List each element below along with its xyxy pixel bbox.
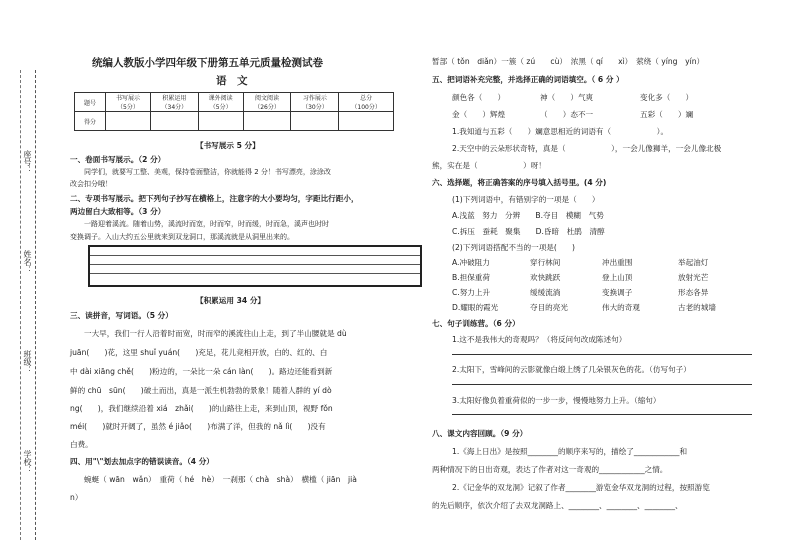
sentence-task: 2.太阳下，雪峰间的云影就像白缎上绣了几朵银灰色的花。（仿写句子） [452, 365, 691, 374]
section-accumulation-header: 【积累运用 34 分】 [196, 296, 266, 305]
passage-line: 鲜的 chū sūn( )破土而出，真是一派生机勃勃的景象！随着人群的 yí dò [70, 386, 332, 395]
passage-line: méi( )就时开阔了，虽然 é jiǎo( )布满了洋，但我的 nǎ lì( )没有 [70, 422, 326, 431]
choice-question: (1)下列词语中，有错别字的一项是（ ） [452, 195, 600, 204]
option-cell: 伟大的奇观 [602, 303, 640, 312]
review-line: 1.《海上日出》是按照________的顺序来写的，描绘了____________和 [452, 447, 688, 456]
score-input-cell[interactable] [198, 112, 243, 131]
review-line: 两种情况下的日出奇观，表达了作者对这一奇观的____________之情。 [432, 465, 668, 474]
question-2-title: 二、专项书写展示。把下列句子抄写在横格上，注意字的大小要均匀，字距比行距小， [70, 194, 359, 203]
table-cell: 书写展示 （5分） [106, 93, 151, 112]
option-cell: 欢快跳跃 [530, 273, 561, 282]
option-cell: 穿行林间 [530, 258, 561, 267]
score-table [74, 92, 394, 131]
question-3-title: 三、读拼音，写词语。（5 分） [70, 311, 173, 320]
fill-word: （ ）态不一 [540, 110, 594, 119]
fill-word: 颜色各（ ） [452, 93, 506, 102]
option-cell: 冲出重围 [602, 258, 633, 267]
option-cell: 形态各异 [678, 288, 709, 297]
option-cell: B.担保重荷 [452, 273, 490, 282]
score-table-score-row [75, 112, 394, 131]
fill-sentence: 熊，实在是（ ）呀！ [432, 161, 546, 170]
fill-word: 金（ ）辉煌 [452, 110, 506, 119]
passage-line: 一大早，我们一行人沿着时而宽，时而窄的溪流往山上走，到了半山腰就是 dù [84, 329, 347, 338]
name-label: 姓名： [23, 250, 32, 274]
answer-line[interactable] [452, 354, 752, 355]
table-cell: 得分 [75, 112, 106, 131]
choice-options: A.浅蓝 努力 分辨 B.夺目 模糊 气势 [452, 211, 604, 220]
passage-line: 白费。 [70, 440, 93, 449]
passage-line: 中 dài xiāng chě( )粉边的，一朵比一朵 cán làn( )。路边还能看到新 [70, 367, 333, 376]
sentence-task: 1.这不是我伟大的奇观吗？（将反问句改成陈述句） [452, 335, 627, 344]
writing-line [90, 264, 420, 265]
option-cell: A.冲破阻力 [452, 258, 490, 267]
passage-line: juān( )花，这里 shuǐ yuán( )充足，花儿竞相开放，白的、红的、白 [70, 348, 328, 357]
margin-divider [20, 70, 21, 540]
pinyin-choices: n） [70, 493, 83, 502]
review-line: 2.《记金华的双龙洞》记叙了作者________游览金华双龙洞的过程，按照游览 [452, 483, 710, 492]
table-cell: 题号 [75, 93, 106, 112]
copy-passage: 变换调子。入山大约五公里就来到双龙洞口，那溪流就是从洞里出来的。 [70, 233, 294, 241]
sentence-task: 3.太阳好像负着重荷似的一步一步，慢慢地努力上升。（缩句） [452, 396, 661, 405]
fill-sentence: 1.我知道与五彩（ ）斓意思相近的词语有（ ）。 [452, 127, 669, 136]
answer-line[interactable] [452, 384, 752, 385]
table-cell: 课外阅读 （5分） [198, 93, 243, 112]
table-cell: 阅文阅读 （26分） [243, 93, 291, 112]
pinyin-choices: 蜿蜒（ wān wǎn） 重荷（ hé hè） 一刹那（ chà shà） 横槛（ jiān jià [84, 475, 357, 484]
fill-word: 变化多（ ） [640, 93, 694, 102]
seat-number-label: 座号： [23, 150, 32, 174]
answer-line[interactable] [452, 414, 752, 415]
table-cell: 积累运用 （34分） [150, 93, 198, 112]
question-5-title: 五、把词语补充完整，并选择正确的词语填空。（ 6 分 ） [432, 75, 624, 84]
exam-title: 统编人教版小学四年级下册第五单元质量检测试卷 [92, 57, 323, 69]
choice-question: (2)下列词语搭配不当的一项是( ) [452, 243, 575, 252]
question-2-title: 两边留白大致相等。（3 分） [70, 207, 166, 216]
option-cell: 放射光芒 [678, 273, 709, 282]
option-cell: 变换调子 [602, 288, 633, 297]
option-cell: C.努力上升 [452, 288, 491, 297]
class-label: 班级： [23, 350, 32, 374]
binding-line [35, 70, 36, 540]
option-cell: 古老的城墙 [678, 303, 716, 312]
question-8-title: 八、课文内容回顾。（9 分） [432, 429, 528, 438]
option-cell: 登上山顶 [602, 273, 633, 282]
subject-title: 语 文 [216, 75, 248, 87]
writing-grid-box[interactable] [88, 245, 422, 287]
passage-line: ng( )，我们继续沿着 xiá zhǎi( )的山路往上走，来到山顶，视野 fǒn [70, 404, 333, 413]
review-line: 的先后顺序，依次介绍了去双龙洞路上、________、________、________、 [432, 501, 683, 510]
score-input-cell[interactable] [243, 112, 291, 131]
score-input-cell[interactable] [339, 112, 394, 131]
option-cell: 举起油灯 [678, 258, 709, 267]
writing-line [90, 255, 420, 256]
score-table-header-row [75, 93, 394, 112]
table-cell: 总分 （100分） [339, 93, 394, 112]
section-writing-header: 【书写展示 5 分】 [196, 141, 260, 150]
option-cell: D.耀眼的霞光 [452, 303, 499, 312]
question-1-text: 同学们，就要写工整、美观，保持卷面整洁，你就能得 2 分！书写漂亮，涂涂改 [84, 168, 331, 176]
question-6-title: 六、选择题，将正确答案的序号填入括号里。(4 分) [432, 178, 607, 187]
option-cell: 夺目的亮光 [530, 303, 568, 312]
fill-word: 神（ ）气爽 [540, 93, 594, 102]
table-cell: 习作展示 （30分） [291, 93, 339, 112]
score-input-cell[interactable] [106, 112, 151, 131]
score-input-cell[interactable] [150, 112, 198, 131]
choice-options: C.拆压 蚕耗 聚集 D.昏暗 杜鹃 清醇 [452, 227, 605, 236]
question-4-title: 四、用"\"划去加点字的错误读音。（4 分） [70, 457, 214, 466]
fill-word: 五彩（ ）斓 [640, 110, 694, 119]
writing-line [90, 273, 420, 274]
school-label: 学校： [23, 450, 32, 474]
score-input-cell[interactable] [291, 112, 339, 131]
option-cell: 缓缓流淌 [530, 288, 561, 297]
pinyin-choices: 暂部（ tǒn diǎn）一簇（ zú cù） 浓黑（ qí xì） 萦绕（ yíng yín） [432, 57, 705, 66]
fill-sentence: 2.天空中的云朵形状奇特，真是（ ），一会儿像狮羊，一会儿像北极 [452, 144, 722, 153]
question-1-text: 改会扣分哦！ [70, 180, 112, 188]
copy-passage: 一路迎着溪流。随着山势，溪流时而宽，时而窄，时而缓，时而急，溪声也时时 [84, 220, 329, 228]
question-1-title: 一、卷面书写展示。（2 分） [70, 155, 166, 164]
question-7-title: 七、句子训练营。（6 分） [432, 319, 520, 328]
